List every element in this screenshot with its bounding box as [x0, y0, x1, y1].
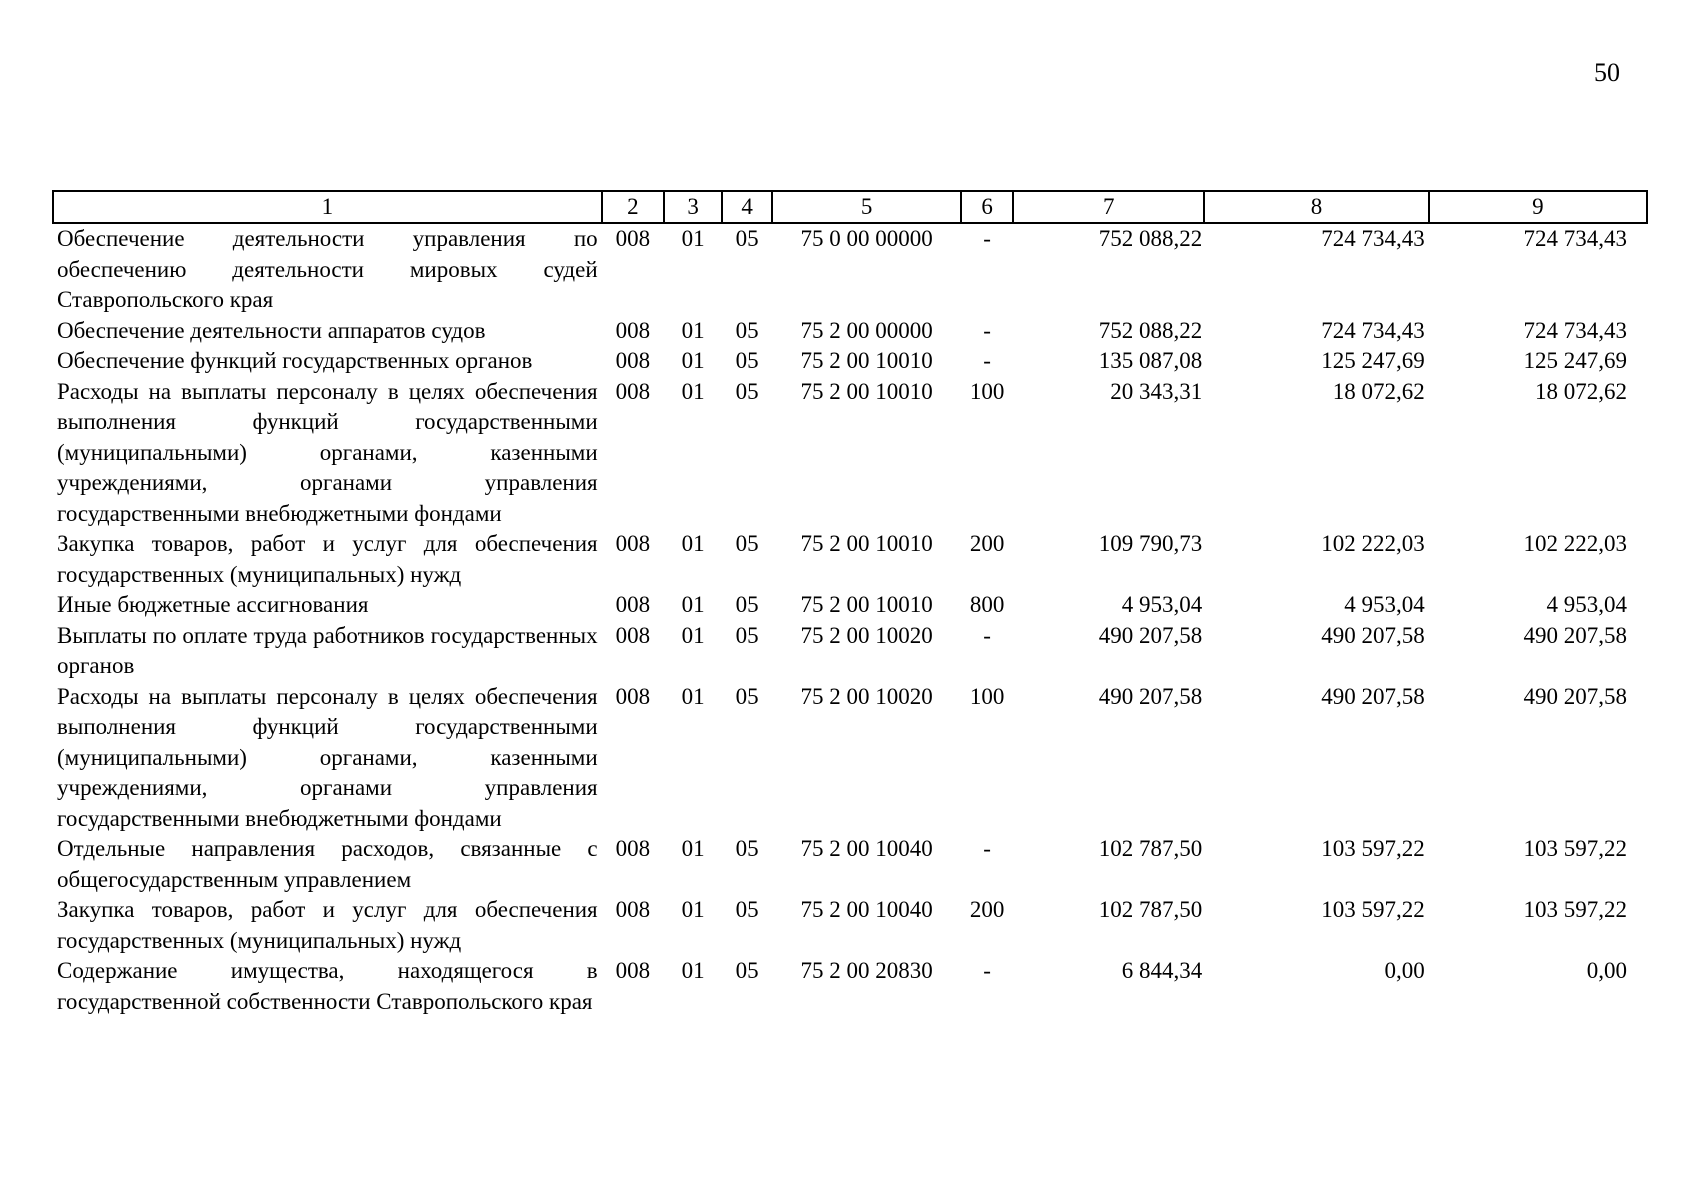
table-row	[53, 529, 1647, 590]
row-code-6-cell: -	[983, 836, 991, 861]
row-code-2-cell: 008	[615, 226, 651, 251]
row-name-cell: Обеспечение функций государственных органов	[57, 348, 533, 373]
row-amount-7-cell: 6 844,34	[1121, 958, 1203, 983]
row-name-cell: Обеспечение деятельности управления по обеспечению деятельности мировых судей Ставропольского края	[57, 226, 598, 312]
row-amount-8-cell: 103 597,22	[1321, 836, 1425, 861]
row-code-6-cell: 100	[969, 683, 1005, 709]
row-name-cell: Закупка товаров, работ и услуг для обеспечения государственных (муниципальных) нужд	[57, 897, 598, 953]
row-code-3-cell: 01	[681, 836, 705, 861]
row-code-4-cell: 05	[735, 622, 759, 648]
row-amount-9-cell: 490 207,58	[1523, 683, 1627, 709]
row-name-cell: Содержание имущества, находящегося в государственной собственности Ставропольского края	[57, 958, 598, 1014]
row-code-5-cell: 75 2 00 10040	[800, 836, 933, 861]
row-amount-9-cell: 125 247,69	[1523, 348, 1627, 373]
row-code-6-cell: 100	[969, 378, 1005, 404]
row-amount-9-cell: 103 597,22	[1523, 897, 1627, 922]
row-amount-8-cell: 4 953,04	[1344, 592, 1425, 617]
row-code-5-cell: 75 2 00 10010	[800, 378, 933, 404]
row-amount-8-cell: 103 597,22	[1321, 897, 1425, 922]
table-row	[53, 956, 1647, 1017]
header-cell-5: 5	[772, 191, 961, 223]
row-code-3-cell: 01	[681, 378, 705, 404]
row-code-6-cell: -	[983, 348, 991, 373]
row-code-5-cell: 75 2 00 10040	[800, 897, 933, 922]
table-row	[53, 316, 1647, 347]
row-code-2-cell: 008	[615, 897, 651, 922]
row-amount-8-cell: 0,00	[1384, 958, 1425, 983]
row-code-4-cell: 05	[735, 836, 759, 861]
table-row	[53, 834, 1647, 895]
row-amount-9-cell: 103 597,22	[1523, 836, 1627, 861]
row-code-6-cell: -	[983, 622, 991, 648]
row-code-5-cell: 75 2 00 10020	[800, 622, 933, 648]
budget-table	[52, 190, 1648, 1017]
row-code-2-cell: 008	[615, 958, 651, 983]
row-code-6-cell: -	[983, 317, 991, 343]
row-code-5-cell: 75 2 00 10010	[800, 348, 933, 373]
row-code-4-cell: 05	[735, 226, 759, 251]
row-code-2-cell: 008	[615, 531, 651, 556]
row-amount-8-cell: 724 734,43	[1321, 226, 1425, 251]
table-row	[53, 377, 1647, 530]
row-code-6-cell: -	[983, 226, 991, 251]
table-row	[53, 346, 1647, 377]
row-amount-7-cell: 4 953,04	[1121, 592, 1203, 617]
row-code-2-cell: 008	[615, 622, 651, 648]
row-code-3-cell: 01	[681, 348, 705, 373]
row-amount-9-cell: 0,00	[1586, 958, 1627, 983]
table-body	[53, 223, 1647, 1017]
row-code-3-cell: 01	[681, 531, 705, 556]
row-code-6-cell: 200	[969, 531, 1005, 556]
header-row	[53, 191, 1647, 223]
row-name-cell: Выплаты по оплате труда работников государственных органов	[57, 622, 598, 678]
row-code-3-cell: 01	[681, 592, 705, 617]
row-code-4-cell: 05	[735, 348, 759, 373]
row-code-4-cell: 05	[735, 378, 759, 404]
row-code-4-cell: 05	[735, 958, 759, 983]
row-code-6-cell: 800	[969, 592, 1005, 617]
row-code-2-cell: 008	[615, 592, 651, 617]
page-number: 50	[1594, 58, 1620, 87]
row-amount-7-cell: 20 343,31	[1110, 378, 1203, 404]
row-name-cell: Расходы на выплаты персоналу в целях обеспечения выполнения функций государственными (муниципальными) органами, казенными учреждениями, органами управления государственными внебюджетными фондами	[57, 683, 598, 831]
row-amount-9-cell: 724 734,43	[1523, 226, 1627, 251]
row-amount-8-cell: 490 207,58	[1321, 622, 1425, 648]
row-amount-7-cell: 490 207,58	[1098, 683, 1203, 709]
row-amount-9-cell: 724 734,43	[1523, 317, 1627, 343]
row-code-5-cell: 75 0 00 00000	[800, 226, 933, 251]
header-cell-4: 4	[722, 191, 772, 223]
row-amount-7-cell: 102 787,50	[1098, 836, 1203, 861]
header-cell-6: 6	[961, 191, 1013, 223]
header-cell-9: 9	[1429, 191, 1647, 223]
row-code-3-cell: 01	[681, 226, 705, 251]
row-amount-7-cell: 752 088,22	[1098, 226, 1203, 251]
row-code-4-cell: 05	[735, 683, 759, 709]
row-amount-7-cell: 102 787,50	[1098, 897, 1203, 922]
row-code-4-cell: 05	[735, 897, 759, 922]
row-code-3-cell: 01	[681, 317, 705, 343]
row-code-4-cell: 05	[735, 592, 759, 617]
row-code-4-cell: 05	[735, 317, 759, 343]
header-cell-2: 2	[602, 191, 664, 223]
row-code-6-cell: -	[983, 958, 991, 983]
header-cell-1: 1	[53, 191, 602, 223]
table-row	[53, 590, 1647, 621]
row-code-2-cell: 008	[615, 317, 651, 343]
table-row	[53, 621, 1647, 682]
row-amount-9-cell: 4 953,04	[1546, 592, 1627, 617]
row-code-5-cell: 75 2 00 00000	[800, 317, 933, 343]
row-code-6-cell: 200	[969, 897, 1005, 922]
row-amount-8-cell: 125 247,69	[1321, 348, 1425, 373]
header-cell-7: 7	[1013, 191, 1204, 223]
table-row	[53, 223, 1647, 316]
row-amount-8-cell: 18 072,62	[1332, 378, 1425, 404]
row-name-cell: Расходы на выплаты персоналу в целях обеспечения выполнения функций государственными (муниципальными) органами, казенными учреждениями, органами управления государственными внебюджетными фондами	[57, 378, 598, 526]
row-amount-8-cell: 724 734,43	[1321, 317, 1425, 343]
row-code-3-cell: 01	[681, 958, 705, 983]
row-amount-9-cell: 18 072,62	[1535, 378, 1627, 404]
row-name-cell: Иные бюджетные ассигнования	[57, 592, 369, 617]
row-code-2-cell: 008	[615, 378, 651, 404]
row-code-5-cell: 75 2 00 10020	[800, 683, 933, 709]
row-code-2-cell: 008	[615, 683, 651, 709]
row-amount-8-cell: 490 207,58	[1321, 683, 1425, 709]
row-amount-7-cell: 109 790,73	[1098, 531, 1203, 556]
row-amount-9-cell: 102 222,03	[1523, 531, 1627, 556]
header-cell-8: 8	[1204, 191, 1428, 223]
row-code-3-cell: 01	[681, 683, 705, 709]
table-row	[53, 895, 1647, 956]
row-amount-7-cell: 752 088,22	[1098, 317, 1203, 343]
row-amount-9-cell: 490 207,58	[1523, 622, 1627, 648]
row-amount-7-cell: 135 087,08	[1098, 348, 1203, 373]
header-cell-3: 3	[664, 191, 722, 223]
row-code-3-cell: 01	[681, 622, 705, 648]
row-amount-7-cell: 490 207,58	[1098, 622, 1203, 648]
row-code-3-cell: 01	[681, 897, 705, 922]
row-code-2-cell: 008	[615, 836, 651, 861]
row-code-4-cell: 05	[735, 531, 759, 556]
row-code-2-cell: 008	[615, 348, 651, 373]
row-name-cell: Обеспечение деятельности аппаратов судов	[57, 317, 486, 343]
row-name-cell: Закупка товаров, работ и услуг для обеспечения государственных (муниципальных) нужд	[57, 531, 598, 587]
row-code-5-cell: 75 2 00 20830	[800, 958, 933, 983]
row-name-cell: Отдельные направления расходов, связанные с общегосударственным управлением	[57, 836, 598, 892]
row-amount-8-cell: 102 222,03	[1321, 531, 1425, 556]
table-header	[53, 191, 1647, 223]
table-row	[53, 682, 1647, 835]
row-code-5-cell: 75 2 00 10010	[800, 592, 933, 617]
row-code-5-cell: 75 2 00 10010	[800, 531, 933, 556]
